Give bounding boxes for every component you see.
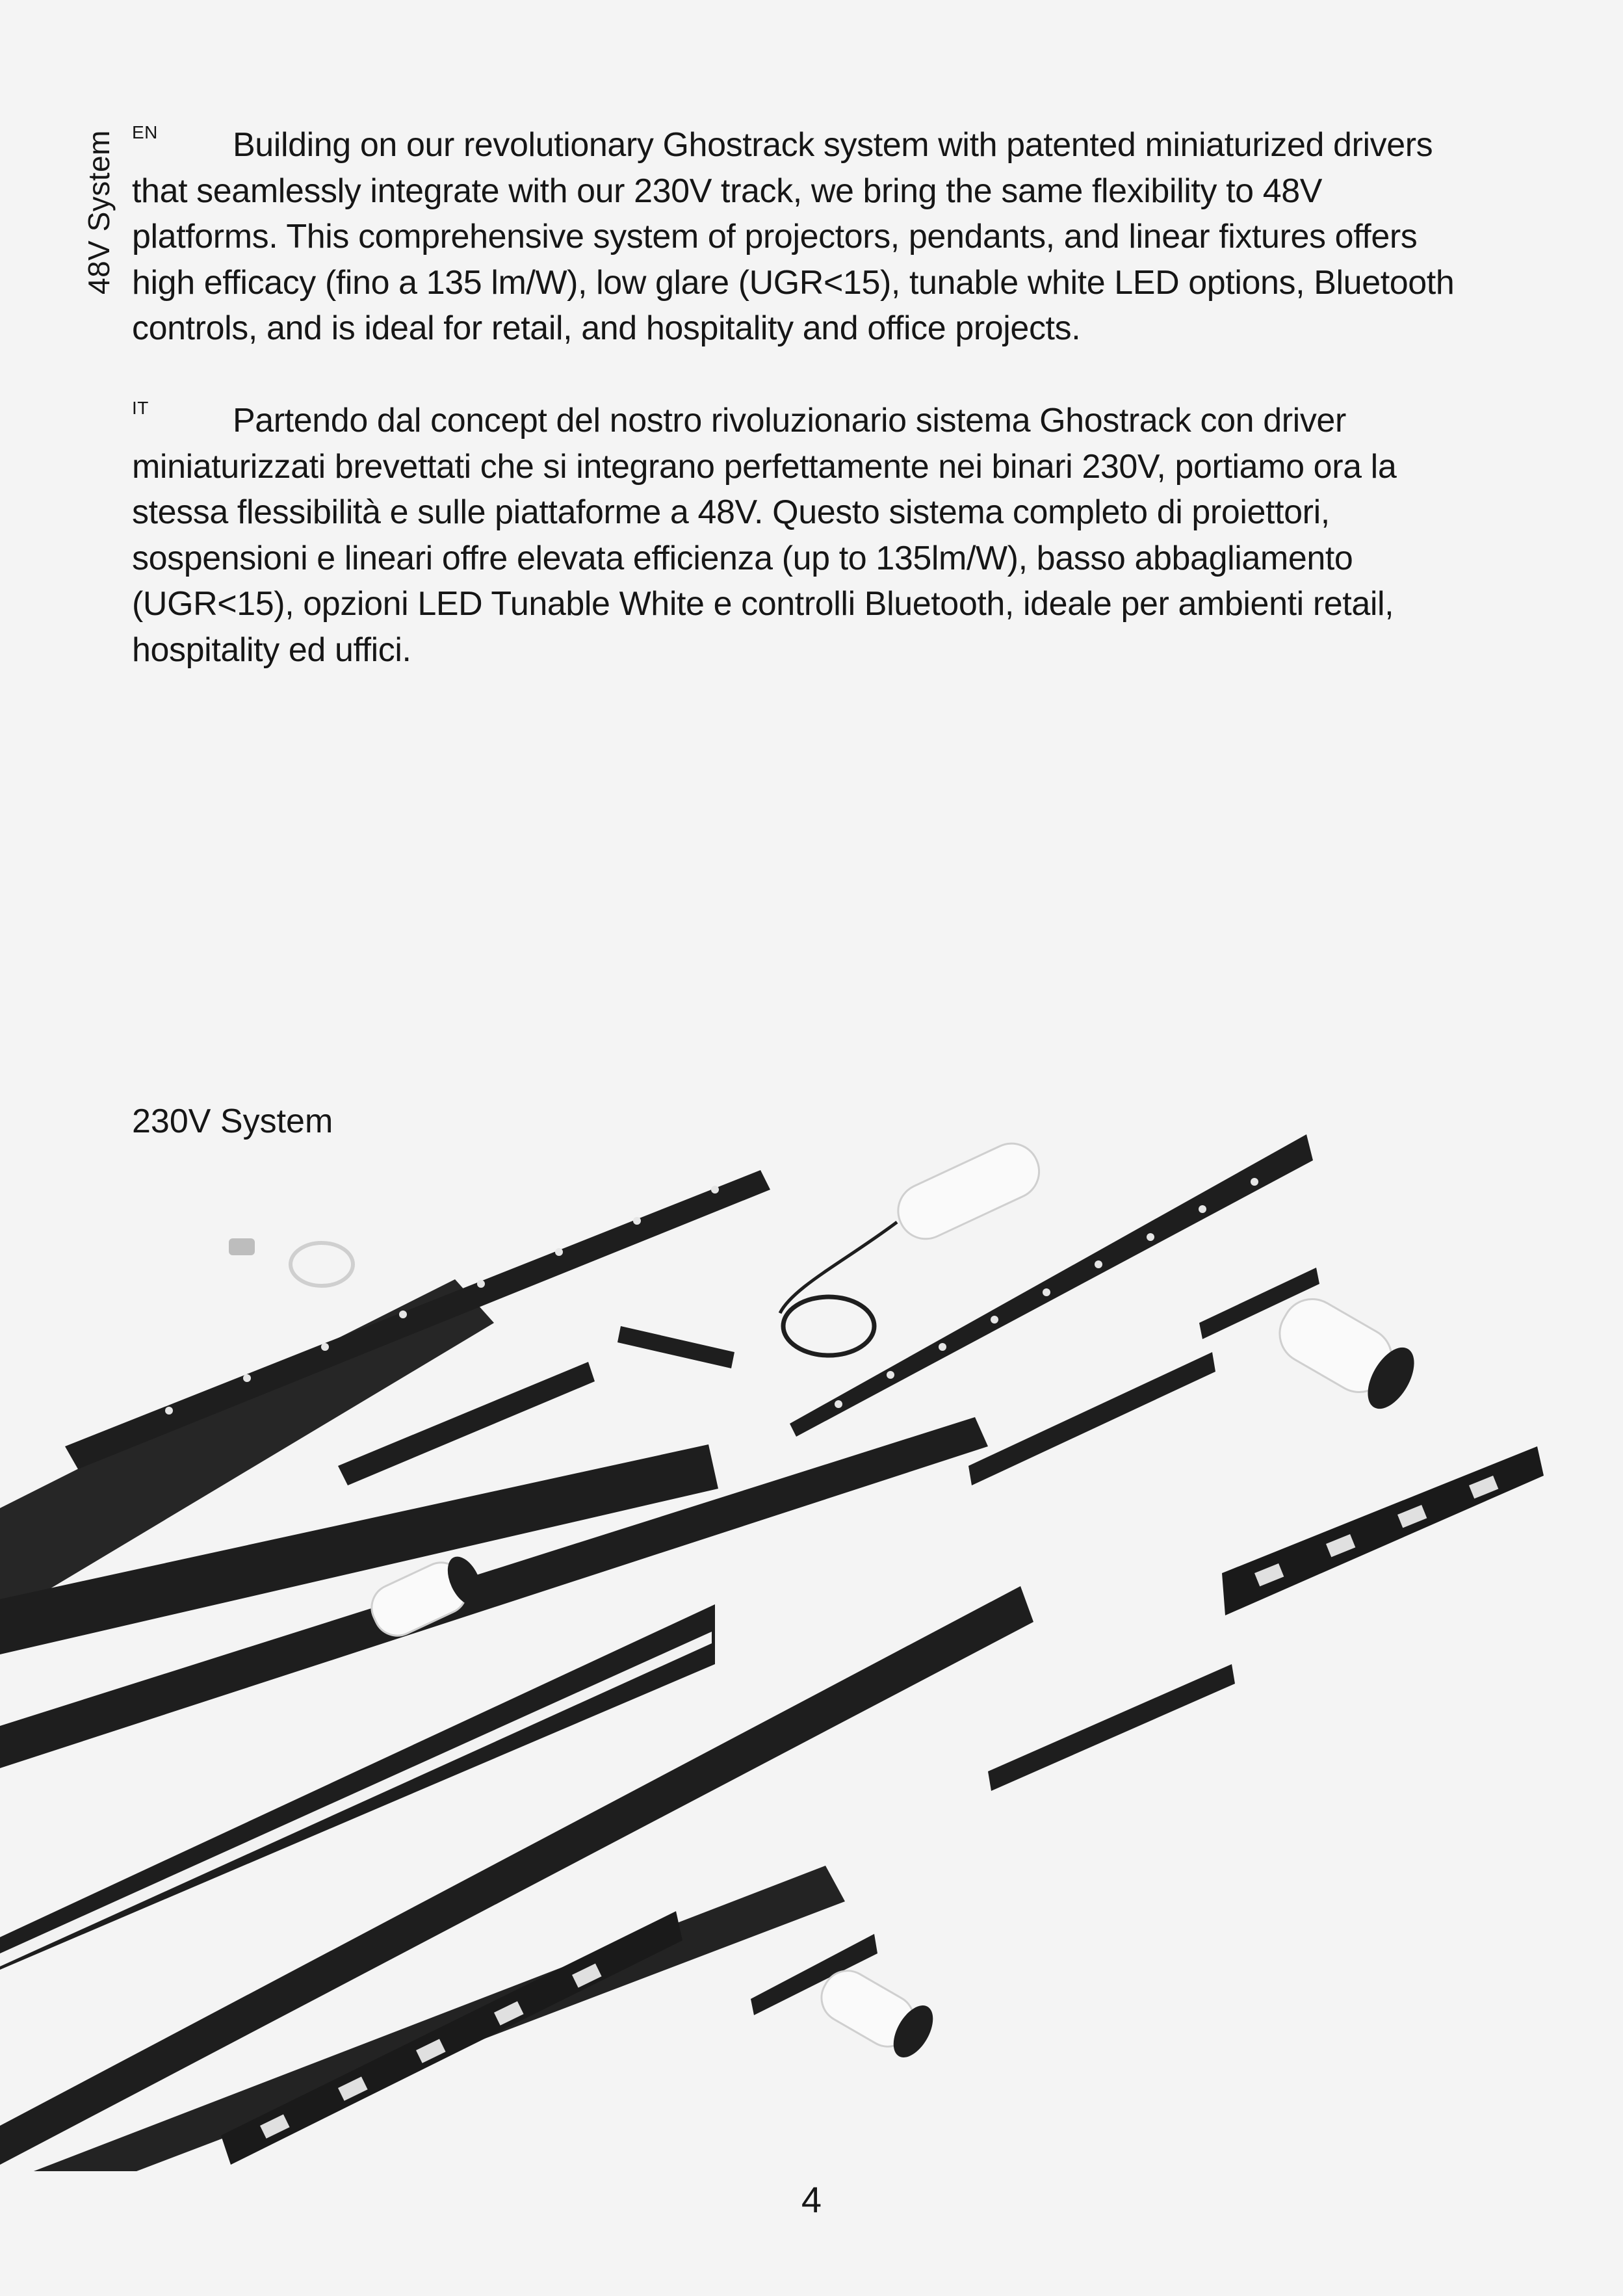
led-dot xyxy=(477,1280,485,1288)
spotlight-bottom xyxy=(812,1962,941,2064)
cable-ring xyxy=(229,1238,353,1286)
language-tag-en: EN xyxy=(132,122,158,142)
led-dot xyxy=(399,1311,407,1318)
led-dot xyxy=(1147,1233,1154,1241)
led-dot xyxy=(321,1343,329,1351)
led-dot xyxy=(991,1316,998,1324)
grid-linear-module xyxy=(1222,1446,1544,1615)
diffuser-strip xyxy=(0,1632,712,1966)
led-dot xyxy=(1199,1205,1206,1213)
illustration-label: 230V System xyxy=(132,1102,333,1140)
intro-english xyxy=(132,122,1471,352)
side-section-title: 48V System xyxy=(82,130,116,294)
intro-italian-text: Partendo dal concept del nostro rivoluzionario sistema Ghostrack con driver miniaturizzati brevettati che si integrano perfettamente nei binari 230V, portiamo ora la stessa flessibilità e sulle piattaforme a 48V. Questo sistema completo di proiettori, sospensioni e lineari offre elevata efficienza (up to 135lm/W), basso abbagliamento (UGR<15), opzioni LED Tunable White e controlli Bluetooth, ideale per ambienti retail, hospitality ed uffici. xyxy=(132,402,1397,669)
led-dot xyxy=(835,1400,842,1408)
track-system-illustration xyxy=(0,1131,1623,2171)
language-tag-it: IT xyxy=(132,398,149,418)
led-dot xyxy=(887,1371,894,1379)
intro-italian-paragraph xyxy=(132,398,1471,673)
intro-italian xyxy=(132,398,1471,673)
short-linear-module-2 xyxy=(968,1352,1215,1485)
led-dot xyxy=(243,1374,251,1382)
spot-track-right xyxy=(790,1134,1313,1437)
intro-english-text: Building on our revolutionary Ghostrack system with patented miniaturized drivers that seamlessly integrate with our 230V track, we bring the same flexibility to 48V platforms. This comprehensive system of projectors, pendants, and linear fixtures offers high efficacy (fino a 135 lm/W), low glare (UGR<15), tunable white LED options, Bluetooth controls, and is ideal for retail, and hospitality and office projects. xyxy=(132,126,1455,347)
connector-module xyxy=(617,1326,734,1368)
short-linear-module-3 xyxy=(988,1664,1235,1791)
led-dot xyxy=(165,1407,173,1415)
track-profiles xyxy=(0,1134,1544,2171)
led-dot xyxy=(633,1217,641,1225)
led-dot xyxy=(1043,1288,1050,1296)
intro-english-paragraph xyxy=(132,122,1471,352)
page-number: 4 xyxy=(801,2179,822,2220)
led-dot xyxy=(555,1248,563,1256)
grid-light-profile xyxy=(221,1911,682,2165)
led-dot xyxy=(711,1186,719,1194)
led-dot xyxy=(1251,1178,1258,1186)
led-dot xyxy=(1095,1260,1102,1268)
spotlight-right xyxy=(1269,1288,1423,1416)
upper-spot-track xyxy=(65,1170,770,1469)
led-dot xyxy=(939,1343,946,1351)
